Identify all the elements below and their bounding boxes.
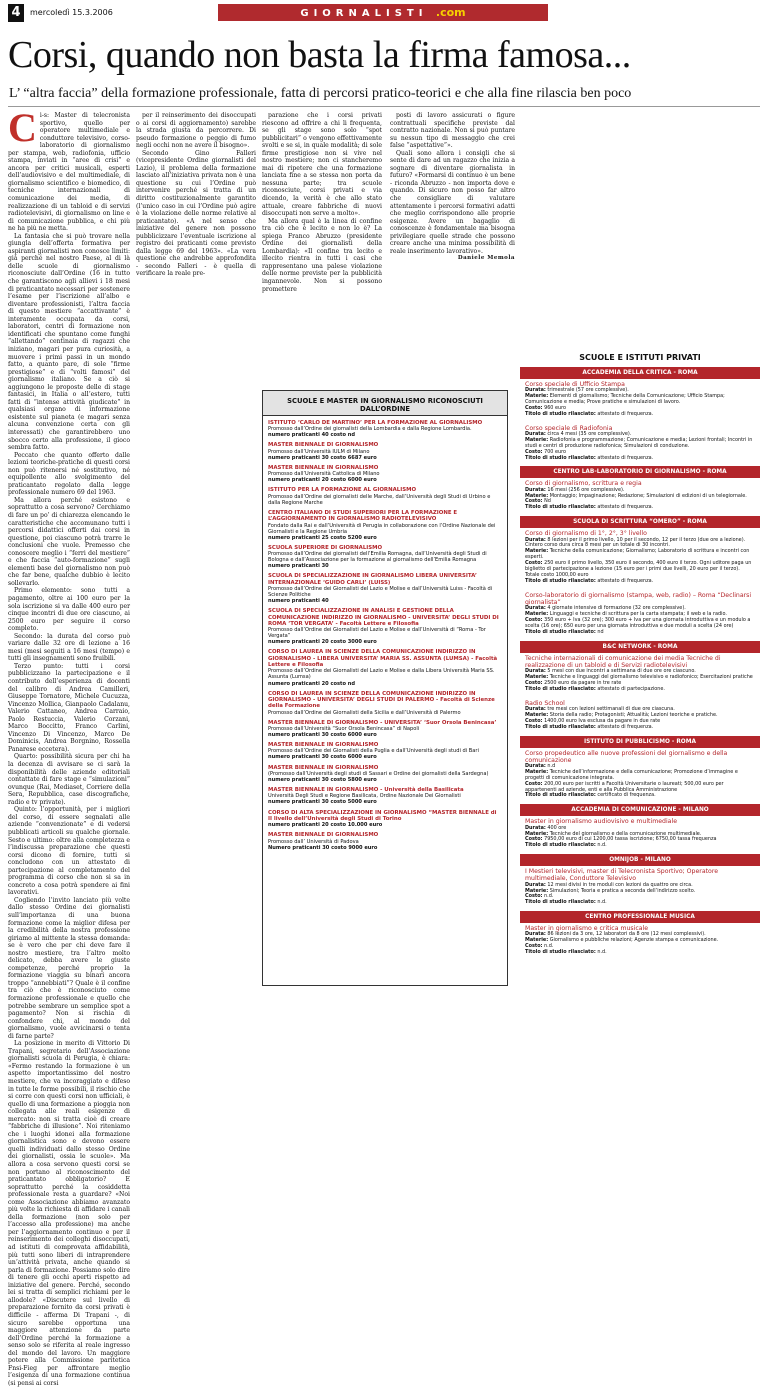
detail-value: 700 euro xyxy=(544,448,566,455)
school-name: ISTITUTO ‘CARLO DE MARTINO’ PER LA FORMAZIONE AL GIORNALISMO xyxy=(268,420,483,426)
detail-value: Nd xyxy=(544,498,551,505)
detail-label: Costo: xyxy=(525,780,543,787)
detail-label: Titolo di studio rilasciato: xyxy=(525,577,596,584)
detail-label: Durata: xyxy=(525,486,546,493)
article-paragraph: Quinto: l’opportunità, per i migliori del corso, di essere segnalati alle aziende “convenzionate” e di vedersi pubblicati articoli su qualche giornale. Sesto e ultimo: oltre alla completezza e l’indiscussa preparazione che questi corsi dicono di fornire, tutti si concludono con un attestato di partecipazione al completamento del programma di corso che non si sa in concreto a cosa potrà spendere ai fini lavorativi. xyxy=(8,806,130,897)
school-promoter: Promosso dall’Ordine dei Giornalisti della Sicilia e dall’Università di Palermo xyxy=(268,709,461,716)
detail-value: Giornalismo e pubbliche relazioni; Agenzie stampa e comunicazione. xyxy=(549,937,719,944)
course-title: Corso speciale di Radiofonia xyxy=(525,424,613,432)
course-detail xyxy=(525,843,755,849)
course-detail xyxy=(525,950,755,956)
course-title: Master in giornalismo e critica musicale xyxy=(525,925,649,933)
school-entry xyxy=(263,545,507,570)
school-stats: numero praticanti 30 xyxy=(268,563,329,570)
detail-value: n.d. xyxy=(544,893,554,900)
brand-name: GIORNALISTI xyxy=(300,8,428,19)
school-entry xyxy=(263,608,507,645)
detail-label: Materie: xyxy=(525,611,549,618)
detail-value: Tecniche della comunicazione; Giornalismo; Laboratorio di scrittura e incontri con esperti. xyxy=(525,548,750,561)
course-item xyxy=(520,478,760,513)
detail-label: Costo: xyxy=(525,717,543,724)
article-paragraph: La fantasia che si può trovare nella giungla dell’offerta formativa per aspiranti giornalisti non conosce limiti: già perché nel nostro Paese, al di là delle scuole di giornalismo riconosciute dall’Ordine (16 in tutto che garantiscono agli allievi i 18 mesi di praticantato necessari per sostenere l’esame per l’iscrizione all’albo e diventare professionisti, l’altra faccia di questo mestiere “accattivante” è interamente occupata da corsi, laboratori, centri di formazione non identificati che spuntano come funghi “allettando” centinaia di ragazzi che iniziano, magari per pura curiosità, a muovere i primi passi in un mondo fatto, a quanto pare, di sole “firme prestigiose” e di “volti famosi” del giornalismo italiano. Se a ciò si aggiungono le proposte delle di stage fantasici, in Italia o all’estero, tutti fatti di “intense attività giudicate” in qualsiasi organo di informazione esistente sul pianeta (e magari senza alcuna convenzione certa con gli interessati) che garantirebbero uno sbocco certo alla professione, il gioco sembra fatto. xyxy=(8,232,130,452)
school-promoter: Promosso dall’Ordine dei Giornalisti della Puglia e dall’Università degli studi di Bari xyxy=(268,748,479,755)
detail-value: 7950,00 euro di cui 1200,00 tassa iscrizione; 6750,00 tassa frequenza xyxy=(544,836,717,843)
deck: L’ “altra faccia” della formazione professionale, fatta di percorsi pratico-teorici e che alla fine rilascia ben poco xyxy=(9,86,632,101)
detail-label: Materie: xyxy=(525,674,549,680)
school-name: SCUOLA DI SPECIALIZZAZIONE IN GIORNALISMO LIBERA UNIVERSITA’ INTERNAZIONALE ‘GUIDO CARLI’ (LUISS) xyxy=(268,573,477,586)
article-paragraph: posti di lavoro assicurati o figure contrattuali specifiche previste dal contratto nazionale. Non si può puntare su nessun tipo di messaggio che crei false “aspettative”». xyxy=(390,112,515,150)
course-detail xyxy=(525,725,755,731)
detail-label: Titolo di studio rilasciato: xyxy=(525,949,596,956)
course-item xyxy=(520,698,760,733)
detail-label: Materie: xyxy=(525,887,549,894)
course-title: Corso propedeutico alle nuove professioni del giornalismo e della comunicazione xyxy=(525,749,728,764)
detail-value: 200,00 euro per iscritti a Facoltà Universitarie o laureati; 500,00 euro per appartenenti ad aziende, enti e alla Pubblica Amministrazione xyxy=(525,780,724,793)
detail-value: attestato di partecipazione. xyxy=(597,685,665,692)
detail-label: Materie: xyxy=(525,711,549,718)
detail-label: Titolo di studio rilasciato: xyxy=(525,454,596,461)
school-entry xyxy=(263,442,507,460)
detail-value: Tecniche e linguaggi del giornalismo televisivo e radiofonico; Esercitazioni pratiche xyxy=(549,674,753,680)
detail-label: Titolo di studio rilasciato: xyxy=(525,504,596,511)
detail-label: Titolo di studio rilasciato: xyxy=(525,628,596,635)
school-name: CORSO DI LAUREA IN SCIENZE DELLA COMUNICAZIONE INDIRIZZO IN GIORNALISMO - LIBERA UNIVERSITA’ MARIA SS. ASSUNTA (LUMSA) - Facoltà Lettere e Filosofia xyxy=(268,649,498,669)
course-detail xyxy=(525,687,755,693)
school-entry xyxy=(263,720,507,738)
detail-label: Titolo di studio rilasciato: xyxy=(525,685,596,692)
school-name: SCUOLA DI SPECIALIZZAZIONE IN ANALISI E GESTIONE DELLA COMUNICAZIONE INDIRIZZO IN GIORNALISMO - UNIVERSITA’ DEGLI STUDI DI ROMA ‘TOR VERGATA’ - Facoltà Lettere e Filosofia xyxy=(268,608,499,627)
school-promoter: Promosso dall’Università IULM di Milano xyxy=(268,448,370,455)
article-column-4 xyxy=(390,112,515,346)
detail-label: Durata: xyxy=(525,824,546,831)
detail-label: Materie: xyxy=(525,436,549,443)
course-detail xyxy=(525,412,755,418)
school-entry xyxy=(263,465,507,483)
school-stats: numero praticanti 25 costo 5200 euro xyxy=(268,534,377,541)
school-entry xyxy=(263,832,507,850)
detail-label: Durata: xyxy=(525,931,546,938)
recognized-schools-title: SCUOLE E MASTER IN GIORNALISMO RICONOSCIUTI DALL’ORDINE xyxy=(263,391,507,416)
detail-value: n.d. xyxy=(597,949,607,956)
brand-suffix: .com xyxy=(435,6,466,19)
institute-band: CENTRO LAB-LABORATORIO DI GIORNALISMO - ROMA xyxy=(520,466,760,478)
detail-value: 86 lezioni da 3 ore, 12 laboratori da 8 ore (12 mesi complessivi). xyxy=(547,931,706,938)
detail-label: Costo: xyxy=(525,498,543,505)
detail-value: 250 euro il primo livello, 350 euro il secondo, 400 euro il terzo. Ogni uditore paga un biglietto di partecipazione a lezione (15 euro per i primi due livelli, 20 euro per il terzo). Totale costo 1000,00 euro xyxy=(525,560,752,578)
school-name: MASTER BIENNALE IN GIORNALISMO - Università della Basilicata xyxy=(268,787,464,794)
detail-value: 16 mesi (256 ore complessive). xyxy=(547,486,625,493)
page-number: 4 xyxy=(8,4,24,22)
detail-label: Materie: xyxy=(525,937,549,944)
course-item xyxy=(520,590,760,638)
school-entry xyxy=(263,573,507,604)
article-column-2 xyxy=(136,112,256,986)
detail-label: Materie: xyxy=(525,768,549,775)
school-promoter: Promosso dall’Ordine dei Giornalisti del Lazio e Molise e dall’Università Luiss - Facoltà di Scienze Politiche xyxy=(268,585,493,599)
detail-value: circa 4 mesi (35 ore complessive). xyxy=(547,430,632,437)
school-name: MASTER BIENNALE IN GIORNALISMO xyxy=(268,464,379,471)
course-item xyxy=(520,653,760,695)
school-promoter: Promosso dall’Università “Suor Orsola Benincasa” di Napoli xyxy=(268,725,420,732)
detail-label: Costo: xyxy=(525,836,543,843)
institute-band: ACCADEMIA DELLA CRITICA - ROMA xyxy=(520,367,760,379)
detail-label: Materie: xyxy=(525,492,549,499)
detail-label: Durata: xyxy=(525,387,546,394)
article-paragraph: i-s: Master di telecronista sportivo, quello per operatore multimediale e conduttore televisivo, corso-laboratorio di giornalismo per stampa, web, radiofonia, ufficio stampa, inviati in “aree di crisi” e ancora per critici musicali, esperti dell’audiovisivo e del multimediale, di giornalismo scientifico e biomedico, di tecniche internazionali di comunicazione dei media, di realizzazione di un tabloid e di servizi radiotelevisivi, di giornalismo on line e di comunicazione pubblica, e chi più ne ha più ne metta. xyxy=(8,112,130,233)
private-schools-list xyxy=(520,365,760,987)
detail-value: n.d. xyxy=(544,943,554,950)
school-stats: numero praticanti 30 costo 5800 euro xyxy=(268,776,377,783)
school-entry xyxy=(263,420,507,438)
school-entry xyxy=(263,810,507,829)
detail-value: trimestrale (57 ore complessive). xyxy=(547,387,629,394)
school-stats: numero praticanti 20 costo 6000 euro xyxy=(268,477,377,484)
detail-value: nd xyxy=(597,628,604,635)
course-title: Corso-laboratorio di giornalismo (stampa, web, radio) – Roma “Declinarsi giornalista” xyxy=(525,591,752,606)
recognized-schools-box xyxy=(262,390,508,986)
article-paragraph: Secondo: la durata del corso può variare dalle 32 ore di lezione a 16 mesi (mesi seguiti a 16 mesi (tempo) e tutti gli insegnamenti sono fruibili. xyxy=(8,632,130,663)
detail-label: Durata: xyxy=(525,430,546,437)
course-detail xyxy=(525,456,755,462)
school-entry xyxy=(263,787,507,805)
divider xyxy=(8,106,760,107)
school-stats: numero praticanti 30 costo 6687 euro xyxy=(268,454,377,461)
detail-label: Durata: xyxy=(525,881,546,888)
school-name: SCUOLA SUPERIORE DI GIORNALISMO xyxy=(268,544,383,551)
course-detail xyxy=(525,579,755,585)
school-name: MASTER BIENNALE IN GIORNALISMO xyxy=(268,742,379,749)
school-entry xyxy=(263,649,507,686)
school-name: CORSO DI LAUREA IN SCIENZE DELLA COMUNICAZIONE INDIRIZZO IN GIORNALISMO - UNIVERSITA’ DEGLI STUDI DI PALERMO - Facoltà di Scienze della Formazione xyxy=(268,690,495,710)
detail-value: n.d xyxy=(547,762,556,769)
detail-label: Titolo di studio rilasciato: xyxy=(525,842,596,849)
course-item xyxy=(520,423,760,464)
course-detail xyxy=(525,505,755,511)
course-title: Radio School xyxy=(525,699,565,707)
article-paragraph: Ma allora qual è la linea di confine tra ciò che è lecito e non lo è? La spiega Franco Abruzzo (presidente Ordine dei giornalisti della Lombardia): «Il confine tra lecito e illecito rientra in tutti i casi che rappresentano una palese violazione delle norme previste per la pubblicità ingannevole. Non si possono promettere xyxy=(262,217,382,293)
course-item xyxy=(520,748,760,802)
detail-value: 1400,00 euro Iva esclusa da pagare in due rate xyxy=(544,717,661,724)
detail-value: certificato di frequenza. xyxy=(597,792,656,799)
article-paragraph: Peccato che quanto offerto dalle lezioni teoriche-pratiche di questi corsi non può ritenersi né sostitutivo, né equipollente allo svolgimento del praticantato regolato dalla legge professionale numero 69 del 1963. xyxy=(8,451,130,497)
school-entry xyxy=(263,691,507,716)
article-paragraph: Secondo Gino Falleri (vicepresidente Ordine giornalisti del Lazio), il problema della formazione lasciato all’iniziativa privata non è una questione su cui l’Ordine può intervenire perché si tratta di un diritto costituzionalmente garantito (l’unico caso in cui l’Ordine può agire è la violazione delle norme relative al praticantato). «A nel senso che iniziative del genere non possono pubblicizzare l’eventuale iscrizione al registro dei praticanti come previsto dalla legge 69 del 1963». «La vera questione che andrebbe approfondita - secondo Falleri - è quella di verificare la reale pre- xyxy=(136,149,256,278)
course-item xyxy=(520,816,760,851)
signature: Daniele Memola xyxy=(457,255,515,262)
detail-label: Costo: xyxy=(525,943,543,950)
detail-label: Materie: xyxy=(525,830,549,837)
school-entry xyxy=(263,742,507,760)
course-item xyxy=(520,528,760,586)
article-paragraph: Terzo punto: tutti i corsi pubblicizzano la partecipazione e il contributo dell’esperienza di docenti del calibro di Andrea Camilleri, Giuseppe Tornatore, Michele Cucuzza, Vincenzo Mollica, Gianpaolo Cadalanu, Valerio Cattaneo, Andrea Carraio, Paolo Restuccia, Valerio Corzani, Marco Boccitto, Franco Carlini, Vincenzo Di Vincenzo, Marco De Dominicis, Andrea Borgnino, Rossella Panarese eccetera). xyxy=(8,662,130,753)
course-detail xyxy=(525,630,755,636)
article-paragraph: per il reinserimento dei disoccupati o ai corsi di aggiornamento) sarebbe la strada giusta da percorrere. Di pseudo formazione o peggio di fumo negli occhi non ne avere il bisogno». xyxy=(136,112,256,150)
school-promoter: Promosso dall’Ordine dei giornalisti della Lombardia e dalla Regione Lombardia. xyxy=(268,426,472,433)
course-item xyxy=(520,866,760,908)
detail-value: n.d. xyxy=(597,899,607,906)
article-paragraph: Cogliendo l’invito lanciato più volte dallo stesso Ordine dei giornalisti sull’importanza di una buona formazione come la miglior difesa per la credibilità della nostra professione giriamo al mittente la stessa domanda: se è vero che per chi deve fare il nostro mestiere, tra l’altro molto delicato, debba avere le giuste competenze, perché proprio la formazione viaggia su binari ancora troppo “annebbiati”? Quale è il confine tra ciò che è riconosciuto come formazione professionale e quello che potrebbe sembrare un semplice spot a pagamento? Non si rischia di confondere chi, al mondo del giornalismo, vuole avvicinarsi o tenta di farne parte? xyxy=(8,896,130,1040)
detail-label: Durata: xyxy=(525,605,546,612)
school-name: CORSO DI ALTA SPECIALIZZAZIONE IN GIORNALISMO “MASTER BIENNALE di II livello dell’Università degli Studi di Torino xyxy=(268,809,497,822)
school-stats: Numero praticanti 30 costo 9000 euro xyxy=(268,844,378,851)
detail-value: 960 euro xyxy=(544,404,566,411)
institute-band: CENTRO PROFESSIONALE MUSICA xyxy=(520,911,760,923)
institute-band: ACCADEMIA DI COMUNICAZIONE - MILANO xyxy=(520,804,760,816)
drop-cap: C xyxy=(8,105,37,150)
school-entry xyxy=(263,510,507,541)
school-promoter: (Promosso dall’Università degli studi di Sassari e Ordine dei giornalisti della Sardegna) xyxy=(268,770,489,777)
detail-value: Radiofonia e programmazione; Comunicazione e media; Lezioni frontali; Incontri in studi e centri di produzione radiofonica; Simulazioni di conduzione. xyxy=(525,436,753,449)
course-item xyxy=(520,379,760,420)
detail-value: tre mesi con lezioni settimanali di due ore ciascuna. xyxy=(547,705,675,712)
detail-label: Costo: xyxy=(525,616,543,623)
article-column-1 xyxy=(8,105,130,1387)
institute-band: OMNIJOB - MILANO xyxy=(520,854,760,866)
institute-band: B&C NETWORK - ROMA xyxy=(520,641,760,653)
school-promoter: Fondato dalla Rai e dall’Università di Perugia in collaborazione con l’Ordine Nazionale dei Giornalisti e la Regione Umbria xyxy=(268,522,496,535)
headline: Corsi, quando non basta la firma famosa... xyxy=(8,34,631,76)
course-title: Corso speciale di Ufficio Stampa xyxy=(525,381,625,388)
school-stats: numero praticanti 30 costo 6000 euro xyxy=(268,731,377,738)
detail-label: Materie: xyxy=(525,393,549,400)
detail-value: attestato di frequenza. xyxy=(597,410,654,417)
detail-label: Costo: xyxy=(525,404,543,411)
detail-label: Costo: xyxy=(525,448,543,455)
course-title: Corso di giornalismo di 1°, 2°, 3° livello xyxy=(525,530,647,538)
course-item xyxy=(520,923,760,958)
detail-value: 350 euro + Iva (32 ore); 300 euro + Iva per una giornata introduttiva e un modulo a scelta (16 ore); 650 euro per una giornata introduttiva e due moduli a scelta (24 ore) xyxy=(525,616,751,629)
detail-label: Durata: xyxy=(525,762,546,769)
detail-label: Titolo di studio rilasciato: xyxy=(525,899,596,906)
detail-value: 400 ore xyxy=(547,824,567,831)
school-promoter: Promosso dall’ Università di Padova xyxy=(268,838,359,845)
article-column-3 xyxy=(262,112,382,346)
school-promoter: Università Degli Studi e Regione Basilicata, Ordine Nazionale Dei Giornalisti xyxy=(268,793,461,800)
detail-label: Titolo di studio rilasciato: xyxy=(525,410,596,417)
school-entry xyxy=(263,765,507,783)
course-detail xyxy=(525,793,755,799)
school-stats: numero praticanti 20 costo 3000 euro xyxy=(268,639,377,646)
school-stats: numero praticanti 20 costo nd xyxy=(268,680,356,687)
school-name: MASTER BIENNALE DI GIORNALISMO xyxy=(268,832,379,839)
school-promoter: Promosso dall’Università Cattolica di Milano xyxy=(268,471,380,478)
school-name: ISTITUTO PER LA FORMAZIONE AL GIORNALISMO xyxy=(268,487,417,494)
detail-value: Elementi di giornalismo; Tecniche della Comunicazione; Ufficio Stampa; Comunicazione e media; Prove pratiche e simulazioni di lavoro. xyxy=(525,393,725,406)
course-title: Corso di giornalismo, scrittura e regia xyxy=(525,480,642,488)
detail-value: Tecniche dell’informazione e della comunicazione; Promozione d’immagine e progetti di comunicazione integrata. xyxy=(525,768,738,781)
issue-date: mercoledì 15.3.2006 xyxy=(30,8,113,17)
school-name: MASTER BIENNALE DI GIORNALISMO xyxy=(268,442,379,449)
school-stats: numero praticanti 20 costo 10.000 euro xyxy=(268,822,383,829)
detail-label: Costo: xyxy=(525,560,543,567)
article-paragraph: Primo elemento: sono tutti a pagamento, oltre ai 100 euro per la sola iscrizione si va dalle 400 euro per cinque incontri di due ore ciascuno, ai 2500 euro per seguire il corso completo. xyxy=(8,587,130,633)
school-name: MASTER BIENNALE DI GIORNALISMO - UNIVERSITA’ ‘Suor Orsola Benincasa’ xyxy=(268,719,497,726)
detail-label: Materie: xyxy=(525,548,549,555)
institute-band: ISTITUTO DI PUBBLICISMO - ROMA xyxy=(520,736,760,748)
detail-label: Durata: xyxy=(525,536,546,543)
detail-label: Titolo di studio rilasciato: xyxy=(525,792,596,799)
article-paragraph: Quali sono allora i consigli che si sente di dare ad un ragazzo che inizia a sognare di diventare giornalista in futuro? «Formarsi di continuo è un bene - riconda Abruzzo - non importa dove e quando. Di sicuro non posso far altro che consigliare di valutare attentamente i percorsi formativi adatti che meglio corrispondono alle proprie esigenze. Avere un bagaglio di conoscenze è fondamentale ma bisogna privilegiare quelle strade che possono creare anche una minima possibilità di reale inserimento lavorativo». xyxy=(390,149,515,255)
detail-value: attestato di frequenza. xyxy=(597,577,654,584)
schools-list xyxy=(263,420,507,851)
detail-label: Costo: xyxy=(525,893,543,900)
detail-value: 2500 euro da pagare in tre rate xyxy=(544,679,622,686)
school-name: CENTRO ITALIANO DI STUDI SUPERIORI PER LA FORMAZIONE E L’AGGIORNAMENTO IN GIORNALISMO RADIOTELEVISIVO xyxy=(268,509,458,523)
school-entry xyxy=(263,487,507,505)
article-paragraph: Ma allora perché esistono e soprattutto a cosa servono? Cerchiamo di fare un po’ di chiarezza elencando le caratteristiche che accomunano tutti i percorsi didattici offerti dai corsi in questione, poi ciascuno potrà trarre le conclusioni che vuole. Premesso che conoscere meglio i “ferri del mestiere” e che faccia “auto-formazione” sugli elementi base del giornalismo non può che far bene, qualche dubbio è lecito sollevarlo. xyxy=(8,496,130,587)
school-promoter: Promosso dall’Ordine dei Giornalisti del Lazio e Molise e dalla Libera Università Maria SS. Assunta (Lumsa) xyxy=(268,668,495,681)
detail-value: attestato di frequenza. xyxy=(597,504,654,511)
detail-value: 8 lezioni per il primo livello, 10 per il secondo, 12 per il terzo (due ore a lezione). Cintero corso dura circa 8 mesi per un totale di 30 incontri. xyxy=(525,536,746,549)
school-promoter: Promosso dall’Ordine dei giornalisti delle Marche, dall’Università degli Studi di Urbino e dalla Regione Marche xyxy=(268,493,491,506)
masthead-brand xyxy=(218,4,548,21)
course-title: I Mestieri televisivi, master di Telecronista Sportivo; Operatore multimediale, Conduttore Televisivo xyxy=(525,868,719,883)
detail-value: 5 mesi con due incontri a settimana di due ore ore ciascuno. xyxy=(547,668,696,675)
article-paragraph: La posizione in merito di Vittorio Di Trapani, segretario dell’Associazione giornalisti scuola di Perugia, è chiara: «Fermo restando la formazione è un aspetto importantissimo del nostro mestiere, che va incoraggiato e difeso in tutte le forme possibili, il rischio che si corre con questi corsi non ufficiali, è quello di una formazione a pioggia non collegata alle reali esigenze di mercato: non si tratta cioè di creare “fabbriche di illusione”. Noi riteniamo che i luoghi idonei alla formazione giornalistica sono e devono essere quelli individuati dallo stesso Ordine dei giornalisti, ossia le scuole». Ma allora a cosa servono questi corsi se non portano al riconoscimento del praticantato obbligatorio? E soprattutto perché la cosiddetta professionale resta a guardare? «Noi come Associazione abbiamo avanzato più volte la richiesta di affidare i canali della formazione (non solo per l’accesso alla professione) ma anche per l’aggiornamento continuo e per il reinserimento dei colleghi disoccupati, ad istituti di comprovata affidabilità, più tutti sono liberi di intraprendere un’attività privata, anche quando si parla di formazione. Possiamo solo dire di tenere gli occhi aperti rispetto ad iniziative del genere. Perché, secondo lei si tratta di semplici richiami per le allodole? «Discutere sul livello di preparazione fornito da corsi privati è difficile - afferma Di Trapani -, di sicuro sarebbe opportuna una maggiore attenzione da parte dell’Ordine perché la formazione a senso solo se riferita al reale ingresso del mondo del lavoro. Un maggiore potere alla Commissione paritetica Fnsi-Fieg per affrontare meglio l’esigenza di una formazione continua (si pensi ai corsi xyxy=(8,1040,130,1387)
detail-value: Storia della radio; Protagonisti; Attualità; Lezioni teoriche e pratiche. xyxy=(549,711,718,718)
detail-value: n.d. xyxy=(597,842,607,849)
course-title: Tecniche internazionali di comunicazione dei media Tecniche di realizzazione di un tabloid e di Servizi radiotelevisivi xyxy=(525,654,721,669)
article-paragraph: Quarto: possibilità sicura per chi ha la decenza di avvisare se ci sarà la disponibilità delle aziende editoriali contattate di fare stage e “simulazioni” ovunque (Rai, Mediaset, Corriere della Sera, Repubblica, case discografiche, radio e tv private). xyxy=(8,753,130,806)
detail-value: Tecniche del giornalismo e della comunicazione multimediale. xyxy=(549,830,702,837)
course-detail xyxy=(525,900,755,906)
detail-value: Linguaggi e tecniche di scrittura per la carta stampata; il web e la radio. xyxy=(549,611,727,618)
school-stats: numero praticanti 40 xyxy=(268,598,329,605)
detail-value: Simulazioni; Teoria e pratica a seconda dell’indirizzo scelto. xyxy=(549,887,696,894)
detail-value: attestato di frequenza. xyxy=(597,454,654,461)
detail-label: Costo: xyxy=(525,679,543,686)
page-header xyxy=(8,4,758,26)
school-stats: numero praticanti 30 costo 5000 euro xyxy=(268,799,377,806)
course-title: Master in giornalismo audiovisivo e multimediale xyxy=(525,818,677,826)
private-schools-title: SCUOLE E ISTITUTI PRIVATI xyxy=(579,353,701,362)
detail-value: Montaggio; Impaginazione; Redazione; Simulazioni di edizioni di un telegiornale. xyxy=(549,492,747,499)
detail-value: 4 giornate intensive di formazione (32 ore complessive). xyxy=(547,605,686,612)
detail-label: Durata: xyxy=(525,705,546,712)
school-promoter: Promosso dall’Ordine dei Giornalisti del Lazio e Molise e dall’Università di “Roma - Tor Vergata” xyxy=(268,627,486,640)
detail-value: 12 mesi divisi in tre moduli con lezioni da quattro ore circa. xyxy=(547,881,693,888)
detail-value: attestato di frequenza. xyxy=(597,723,654,730)
detail-label: Durata: xyxy=(525,668,546,675)
school-name: MASTER BIENNALE IN GIORNALISMO xyxy=(268,764,379,771)
school-promoter: Promosso dall’Ordine dei giornalisti dell’Emilia Romagna, dall’Università degli Studi di Bologna e dall’Associazione per la formazione al giornalismo dell’Emilia Romagna xyxy=(268,551,487,564)
course-detail xyxy=(525,561,755,579)
school-stats: numero praticanti 40 costo nd xyxy=(268,432,356,439)
institute-band: SCUOLA DI SCRITTURA “OMERO” - ROMA xyxy=(520,516,760,528)
school-stats: numero praticanti 30 costo 6000 euro xyxy=(268,754,377,761)
course-detail xyxy=(525,494,755,500)
article-paragraph: parazione che i corsi privati riescono ad offrire a chi li frequenta, se gli stage sono solo “spot pubblicitari” o vengono effettivamente svolti e se si, in quale modalità; di sole firme prestigiose non si vive nel nostro mestiere; non ci stancheremo mai di ripetere che una formazione lanciata fine a se stessa non porta da nessuna parte; tra scuole riconosciute, corsi privati e via dicendo, la verità è che allo stato attuale, creare fabbriche di nuovi disoccupati non serve a molto». xyxy=(262,112,382,218)
detail-label: Titolo di studio rilasciato: xyxy=(525,723,596,730)
